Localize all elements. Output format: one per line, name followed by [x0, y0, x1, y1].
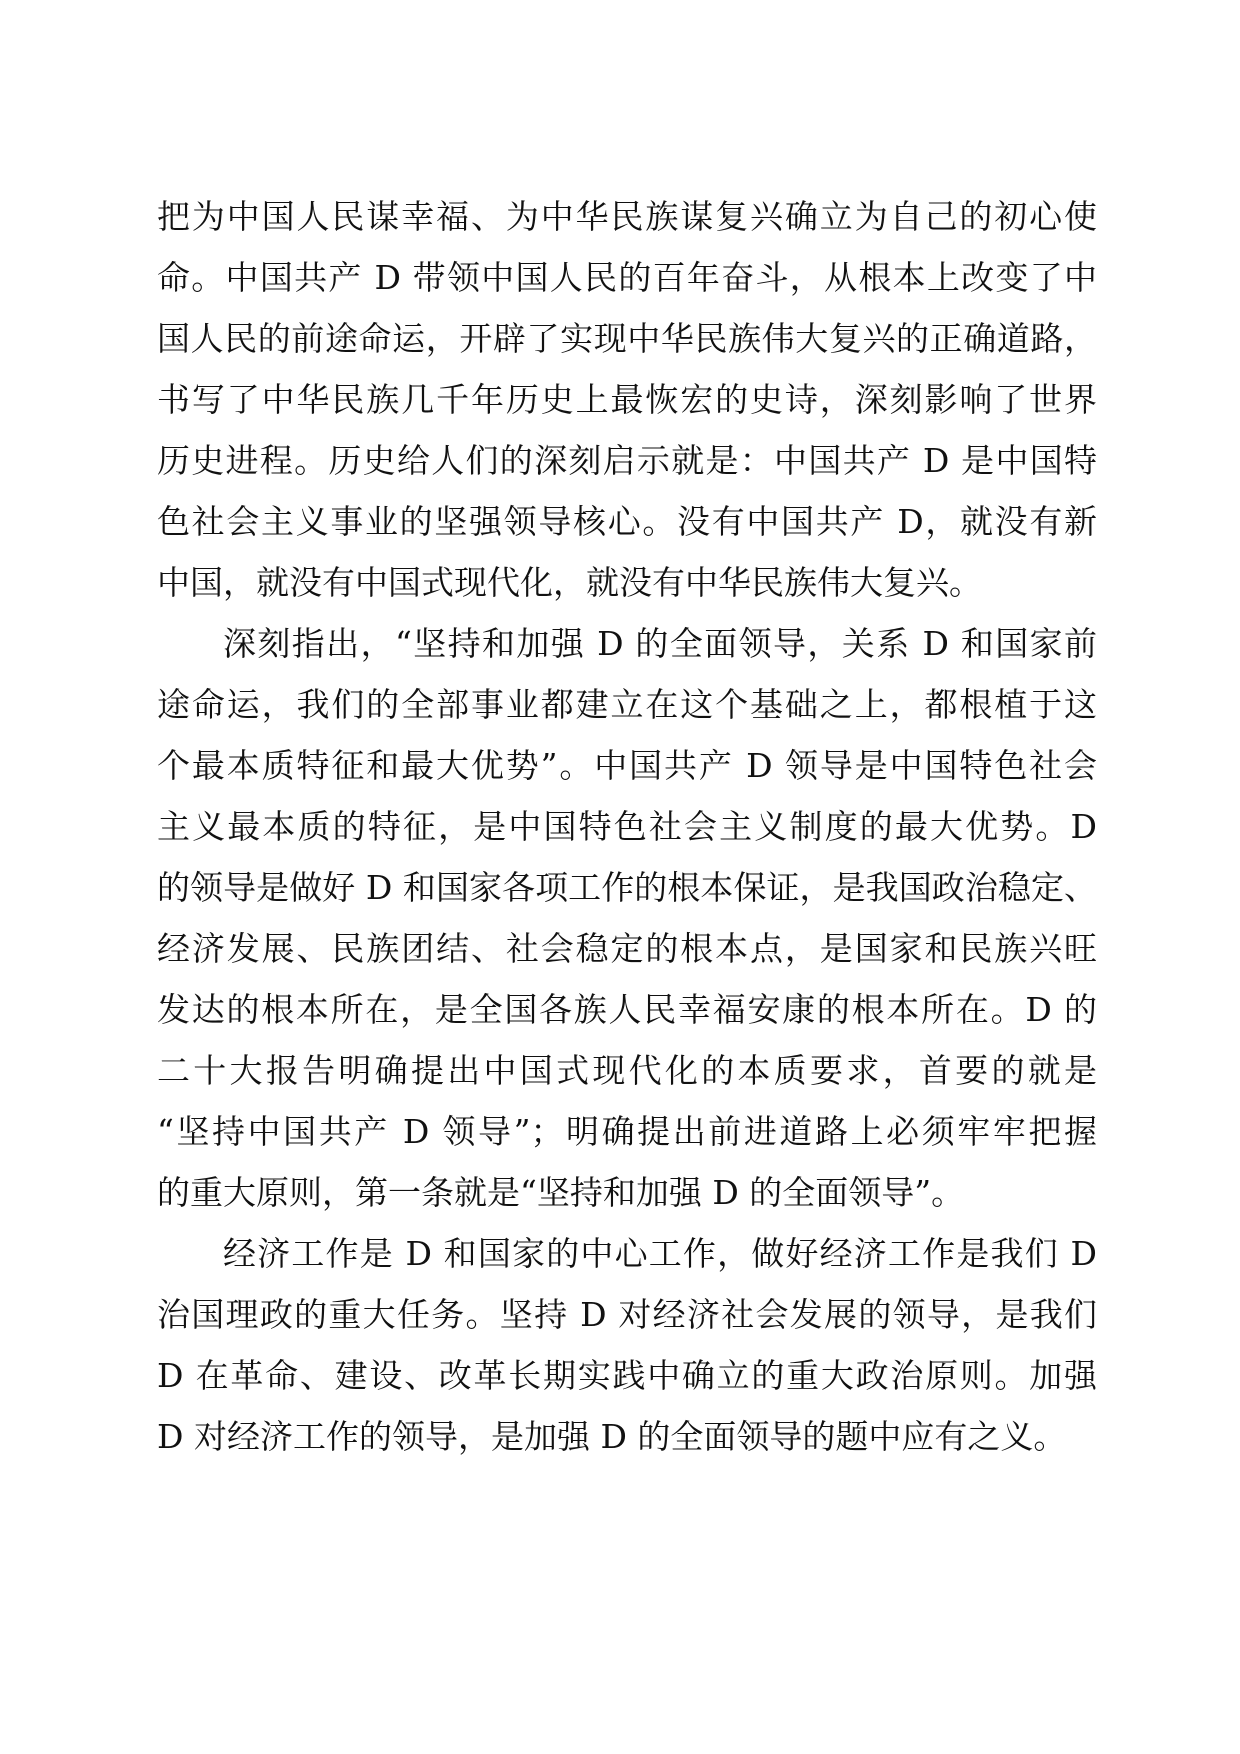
text-line: 色社会主义事业的坚强领导核心。没有中国共产 D，就没有新 — [157, 502, 1097, 541]
text-line: 治国理政的重大任务。坚持 D 对经济社会发展的领导，是我们 — [157, 1295, 1097, 1334]
text-line: 中国，就没有中国式现代化，就没有中华民族伟大复兴。 — [157, 563, 982, 602]
text-line: D 对经济工作的领导，是加强 D 的全面领导的题中应有之义。 — [157, 1417, 1067, 1456]
text-line: 历史进程。历史给人们的深刻启示就是：中国共产 D 是中国特 — [157, 441, 1097, 480]
paragraph-1 — [157, 186, 1097, 613]
text-line: 的领导是做好 D 和国家各项工作的根本保证，是我国政治稳定、 — [157, 868, 1097, 907]
text-line: 发达的根本所在，是全国各族人民幸福安康的根本所在。D 的 — [157, 990, 1097, 1029]
paragraph-3 — [157, 1223, 1097, 1467]
document-body — [157, 186, 1097, 1467]
text-line: 的重大原则，第一条就是“坚持和加强 D 的全面领导”。 — [157, 1173, 965, 1212]
text-line: 把为中国人民谋幸福、为中华民族谋复兴确立为自己的初心使 — [157, 197, 1097, 236]
text-line: 二十大报告明确提出中国式现代化的本质要求，首要的就是 — [157, 1051, 1097, 1090]
text-line: 深刻指出，“坚持和加强 D 的全面领导，关系 D 和国家前 — [223, 624, 1097, 663]
text-line: 经济工作是 D 和国家的中心工作，做好经济工作是我们 D — [223, 1234, 1097, 1273]
paragraph-2 — [157, 613, 1097, 1223]
text-line: 国人民的前途命运，开辟了实现中华民族伟大复兴的正确道路， — [157, 319, 1097, 358]
text-line: D 在革命、建设、改革长期实践中确立的重大政治原则。加强 — [157, 1356, 1097, 1395]
text-line: 主义最本质的特征，是中国特色社会主义制度的最大优势。D — [157, 807, 1097, 846]
text-line: “坚持中国共产 D 领导”；明确提出前进道路上必须牢牢把握 — [157, 1112, 1097, 1151]
text-line: 途命运，我们的全部事业都建立在这个基础之上，都根植于这 — [157, 685, 1097, 724]
text-line: 书写了中华民族几千年历史上最恢宏的史诗，深刻影响了世界 — [157, 380, 1097, 419]
text-line: 命。中国共产 D 带领中国人民的百年奋斗，从根本上改变了中 — [157, 258, 1097, 297]
text-line: 经济发展、民族团结、社会稳定的根本点，是国家和民族兴旺 — [157, 929, 1097, 968]
text-line: 个最本质特征和最大优势”。中国共产 D 领导是中国特色社会 — [157, 746, 1097, 785]
